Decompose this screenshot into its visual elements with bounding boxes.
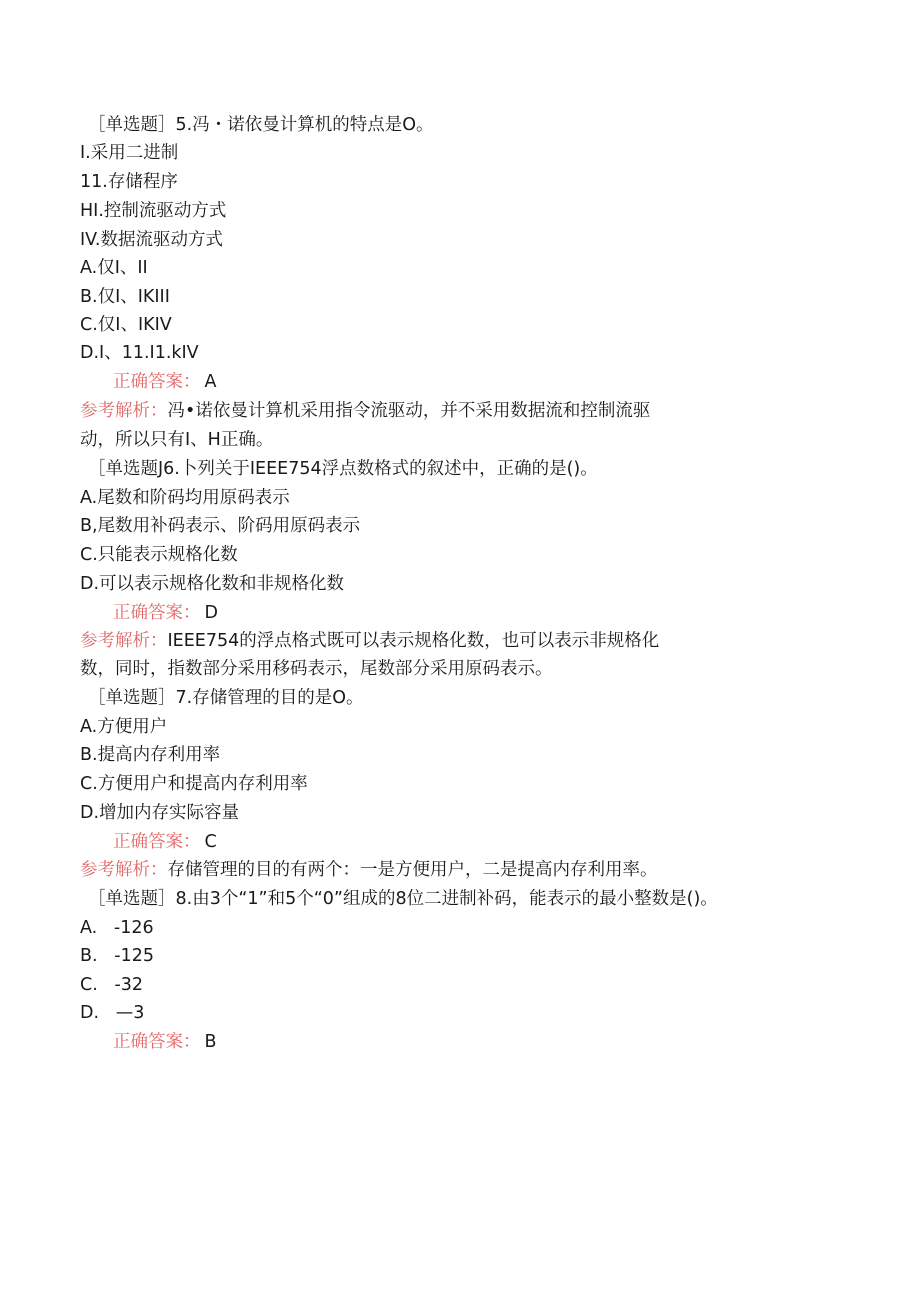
statement-item-1: I.采用二进制 xyxy=(80,143,179,163)
correct-answer-value: D xyxy=(204,603,218,623)
option-a: A.尾数和阶码均用原码表示 xyxy=(80,488,290,508)
option-b: B,尾数用补码表示、阶码用原码表示 xyxy=(80,516,361,536)
option-b: B. -125 xyxy=(80,946,154,966)
correct-answer-value: A xyxy=(204,372,217,392)
correct-answer xyxy=(113,370,913,394)
statement-item-3: HI.控制流驱动方式 xyxy=(80,201,227,221)
option-c: C.只能表示规格化数 xyxy=(80,545,238,565)
option-c: C.仅I、IKIV xyxy=(80,315,172,335)
analysis-label: 参考解析： xyxy=(80,631,168,651)
analysis xyxy=(80,399,880,423)
correct-answer xyxy=(113,1030,913,1054)
correct-answer-value: B xyxy=(204,1032,217,1052)
correct-answer-label: 正确答案： xyxy=(113,603,201,623)
question-stem-5: ［单选题］5.冯・诺依曼计算机的特点是O。 xyxy=(88,115,434,135)
option-c: C.方便用户和提高内存利用率 xyxy=(80,774,308,794)
correct-answer-label: 正确答案： xyxy=(113,372,201,392)
analysis xyxy=(80,858,880,882)
analysis-text: 冯•诺依曼计算机采用指令流驱动，并不采用数据流和控制流驱 xyxy=(167,401,651,421)
correct-answer xyxy=(113,601,913,625)
analysis-text: 存储管理的目的有两个：一是方便用户，二是提高内存利用率。 xyxy=(167,860,658,880)
option-d: D. —3 xyxy=(80,1003,145,1023)
analysis-label: 参考解析： xyxy=(80,860,168,880)
analysis xyxy=(80,629,880,653)
question-stem-7: ［单选题］7.存储管理的目的是O。 xyxy=(88,688,364,708)
correct-answer-value: C xyxy=(204,832,217,852)
analysis-label: 参考解析： xyxy=(80,401,168,421)
correct-answer-label: 正确答案： xyxy=(113,1032,201,1052)
analysis-continued: 动，所以只有I、H正确。 xyxy=(80,430,274,450)
option-a: A. -126 xyxy=(80,918,154,938)
correct-answer xyxy=(113,830,913,854)
option-d: D.增加内存实际容量 xyxy=(80,803,240,823)
option-b: B.提高内存利用率 xyxy=(80,745,221,765)
statement-item-4: IV.数据流驱动方式 xyxy=(80,230,223,250)
option-a: A.方便用户 xyxy=(80,717,168,737)
statement-item-2: 11.存储程序 xyxy=(80,172,178,192)
analysis-continued: 数，同时，指数部分采用移码表示，尾数部分采用原码表示。 xyxy=(80,659,553,679)
option-b: B.仅I、IKIII xyxy=(80,287,170,307)
correct-answer-label: 正确答案： xyxy=(113,832,201,852)
option-c: C. -32 xyxy=(80,975,144,995)
option-a: A.仅I、II xyxy=(80,258,148,278)
option-d: D.可以表示规格化数和非规格化数 xyxy=(80,574,345,594)
option-d: D.I、11.I1.kIV xyxy=(80,343,199,363)
question-stem-8: ［单选题］8.由3个“1”和5个“0”组成的8位二进制补码，能表示的最小整数是()。 xyxy=(88,889,718,909)
analysis-text: IEEE754的浮点格式既可以表示规格化数，也可以表示非规格化 xyxy=(167,631,660,651)
question-stem-6: ［单选题J6.卜列关于IEEE754浮点数格式的叙述中，正确的是()。 xyxy=(88,459,598,479)
